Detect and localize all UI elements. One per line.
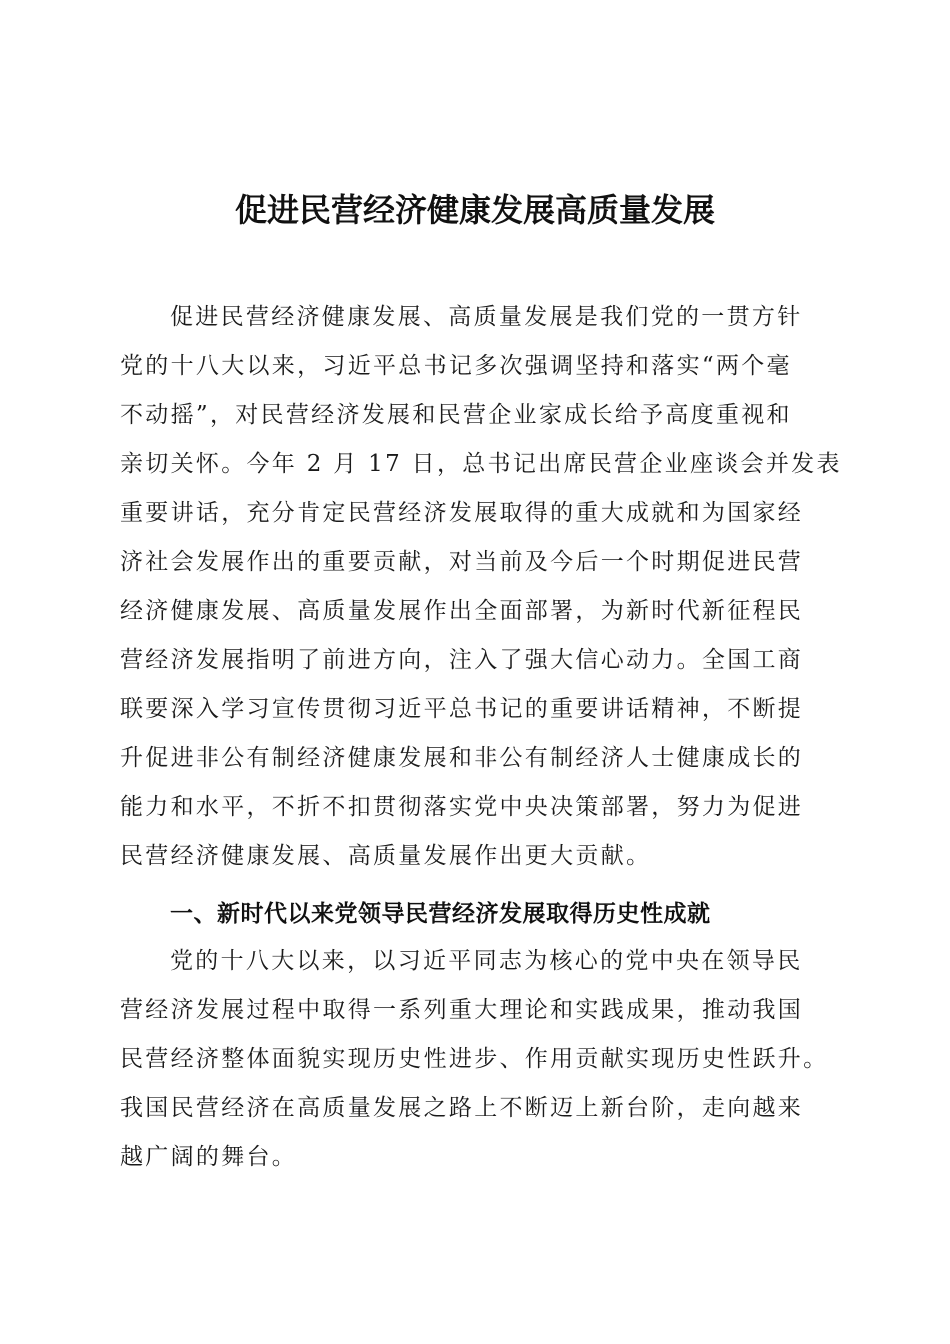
document-title: 促进民营经济健康发展高质量发展 [234,191,715,229]
paragraph-1-line: 亲切关怀。今年 2 月 17 日，总书记出席民营企业座谈会并发表 [120,451,842,477]
paragraph-1-line: 党的十八大以来，习近平总书记多次强调坚持和落实“两个毫 [120,353,792,379]
paragraph-1-line: 民营经济健康发展、高质量发展作出更大贡献。 [120,843,652,869]
section-1-heading: 一、新时代以来党领导民营经济发展取得历史性成就 [170,901,711,927]
paragraph-1-line: 经济健康发展、高质量发展作出全面部署，为新时代新征程民 [120,598,804,624]
paragraph-1-line: 升促进非公有制经济健康发展和非公有制经济人士健康成长的 [120,745,804,771]
paragraph-1-line: 重要讲话，充分肯定民营经济发展取得的重大成就和为国家经 [120,500,804,526]
paragraph-2-line: 越广阔的舞台。 [120,1144,298,1170]
paragraph-1-line: 能力和水平，不折不扣贯彻落实党中央决策部署，努力为促进 [120,794,804,820]
paragraph-1-line: 促进民营经济健康发展、高质量发展是我们党的一贯方针 [170,304,803,330]
paragraph-2-line: 党的十八大以来，以习近平同志为核心的党中央在领导民 [170,948,803,974]
paragraph-2 [120,937,832,1182]
paragraph-2-line: 营经济发展过程中取得一系列重大理论和实践成果，推动我国 [120,997,804,1023]
paragraph-1-line: 济社会发展作出的重要贡献，对当前及今后一个时期促进民营 [120,549,804,575]
paragraph-1 [120,293,842,881]
paragraph-1-line: 不动摇”，对民营经济发展和民营企业家成长给予高度重视和 [120,402,792,428]
paragraph-1-line: 联要深入学习宣传贯彻习近平总书记的重要讲话精神，不断提 [120,696,804,722]
paragraph-2-line: 我国民营经济在高质量发展之路上不断迈上新台阶，走向越来 [120,1095,804,1121]
paragraph-1-line: 营经济发展指明了前进方向，注入了强大信心动力。全国工商 [120,647,804,673]
paragraph-2-line: 民营经济整体面貌实现历史性进步、作用贡献实现历史性跃升。 [120,1046,829,1072]
